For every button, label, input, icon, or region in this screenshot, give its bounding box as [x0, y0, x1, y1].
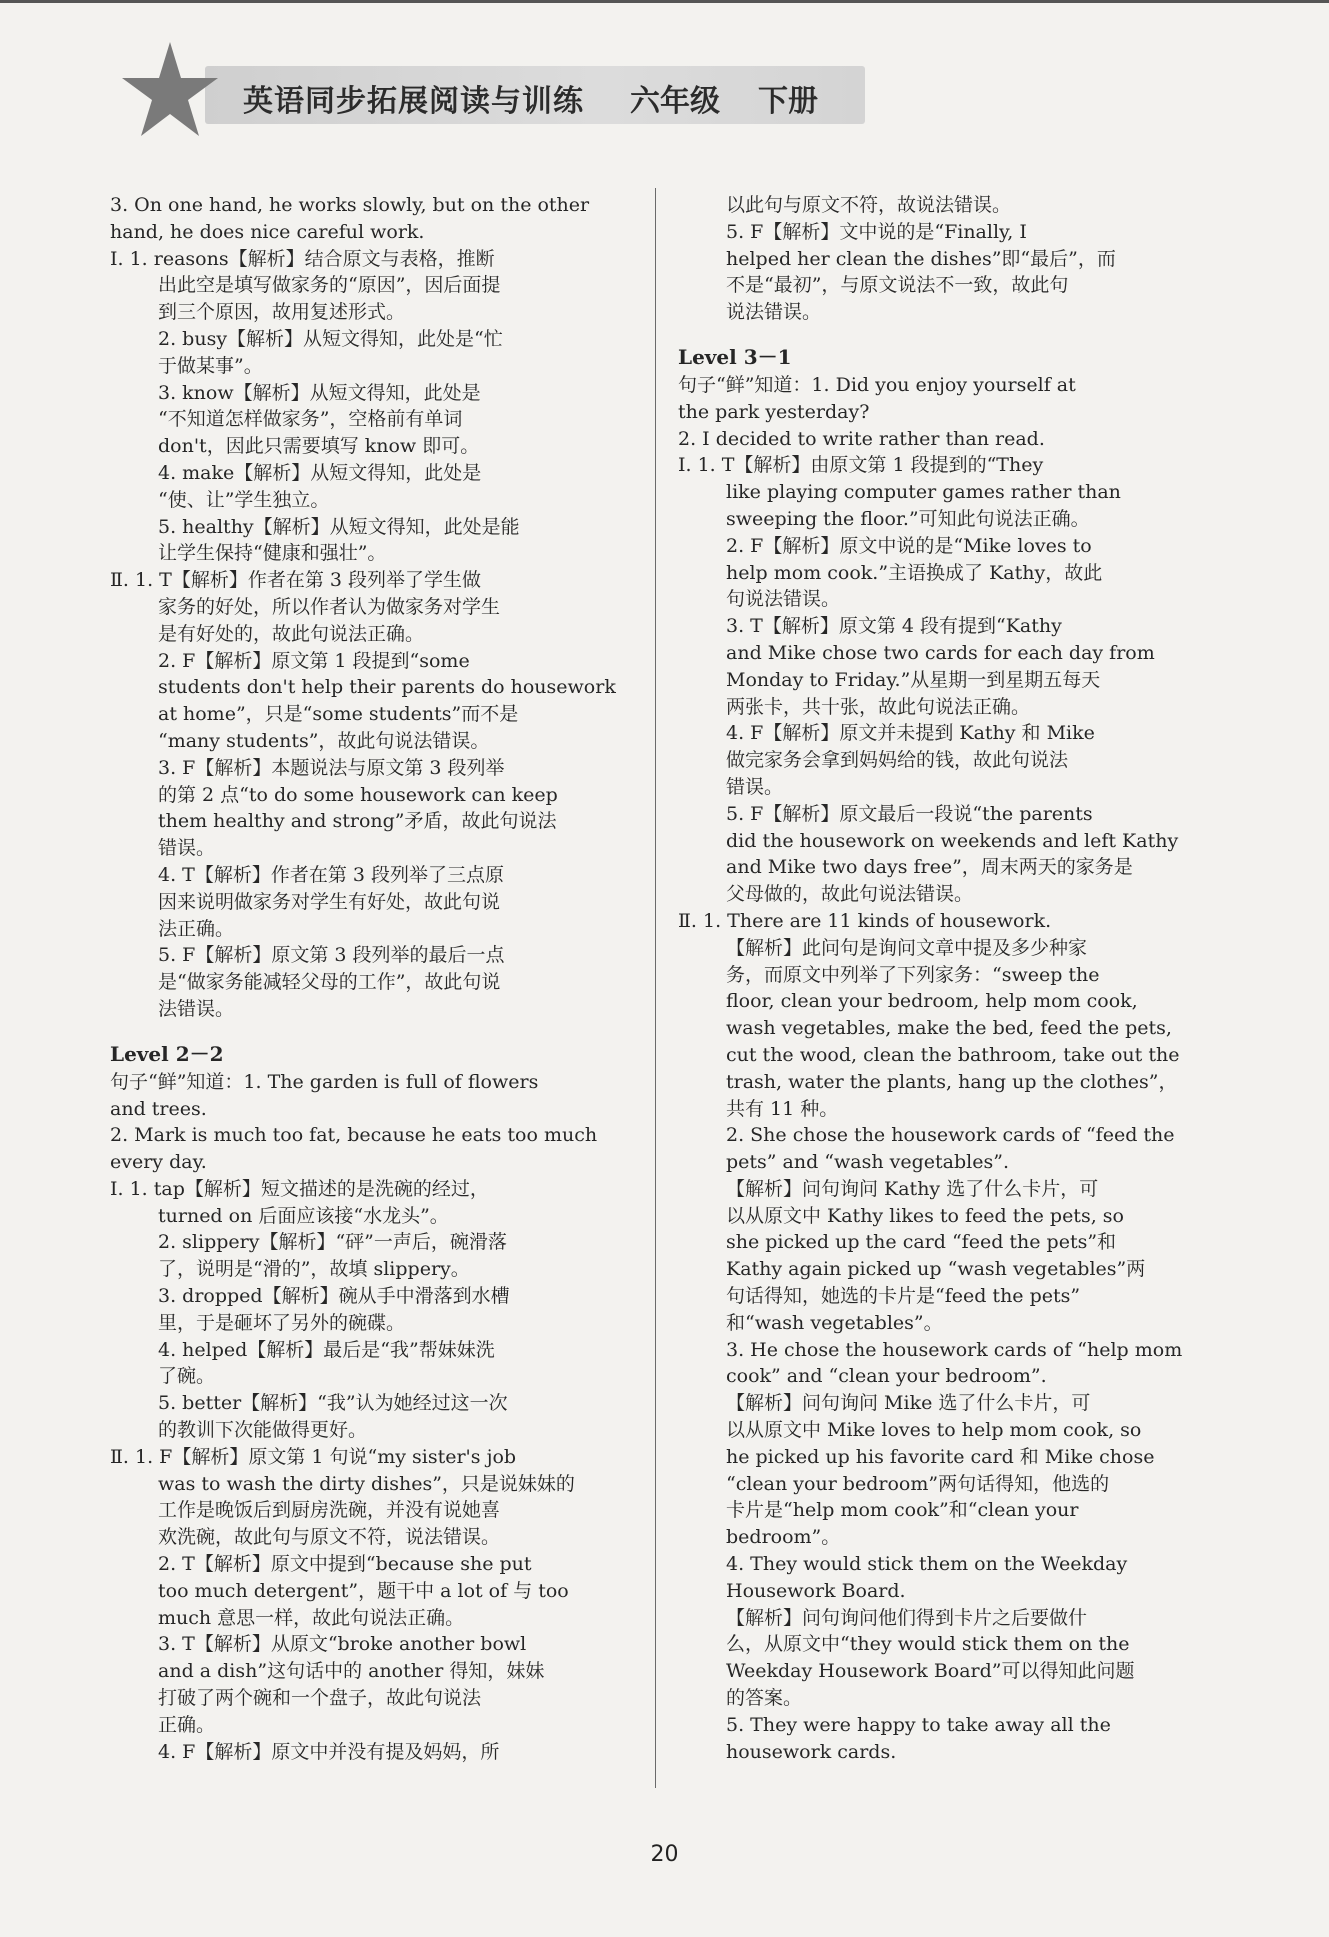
- text-line: 说法错误。: [726, 301, 822, 324]
- text-line: too much detergent”，题干中 a lot of 与 too: [158, 1579, 569, 1602]
- text-line: 让学生保持“健康和强壮”。: [158, 542, 387, 565]
- text-line: 卡片是“help mom cook”和“clean your: [726, 1499, 1079, 1522]
- text-line: 了碗。: [158, 1365, 216, 1388]
- text-line: she picked up the card “feed the pets”和: [726, 1231, 1117, 1254]
- text-line: 不是“最初”，与原文说法不一致，故此句: [726, 274, 1069, 297]
- book-title: 英语同步拓展阅读与训练: [243, 84, 584, 119]
- text-line: 2. busy【解析】从短文得知，此处是“忙: [158, 327, 503, 350]
- text-line: 于做某事”。: [158, 354, 263, 377]
- text-line: 的答案。: [726, 1687, 803, 1710]
- text-line: and trees.: [110, 1097, 207, 1120]
- text-line: and Mike two days free”，周末两天的家务是: [726, 856, 1133, 879]
- text-line: 5. healthy【解析】从短文得知，此处是能: [158, 515, 520, 538]
- text-line: 4. helped【解析】最后是“我”帮妹妹洗: [158, 1338, 495, 1361]
- text-line: 2. Mark is much too fat, because he eats too much: [110, 1124, 598, 1147]
- text-line: Ⅱ. 1. There are 11 kinds of housework.: [678, 909, 1052, 932]
- text-line: 欢洗碗，故此句与原文不符，说法错误。: [158, 1526, 501, 1549]
- text-line: 到三个原因，故用复述形式。: [158, 301, 406, 324]
- text-line: 的教训下次能做得更好。: [158, 1419, 368, 1442]
- text-line: 2. slippery【解析】“砰”一声后，碗滑落: [158, 1231, 507, 1254]
- text-line: Ⅰ. 1. T【解析】由原文第 1 段提到的“They: [678, 454, 1044, 477]
- text-line: 错误。: [158, 837, 216, 860]
- text-line: wash vegetables, make the bed, feed the pets,: [726, 1017, 1172, 1040]
- text-line: Ⅰ. 1. tap【解析】短文描述的是洗碗的经过，: [110, 1177, 489, 1200]
- text-line: the park yesterday?: [678, 400, 870, 423]
- text-line: sweeping the floor.”可知此句说法正确。: [726, 507, 1090, 530]
- text-line: don't，因此只需要填写 know 即可。: [158, 435, 480, 458]
- text-line: 4. F【解析】原文并未提到 Kathy 和 Mike: [726, 722, 1095, 745]
- column-divider: [655, 188, 656, 1788]
- text-line: every day.: [110, 1151, 207, 1174]
- text-line: was to wash the dirty dishes”，只是说妹妹的: [158, 1472, 575, 1495]
- right-column: [678, 192, 1198, 1765]
- text-line: Ⅰ. 1. reasons【解析】结合原文与表格，推断: [110, 247, 495, 270]
- text-line: 错误。: [726, 775, 784, 798]
- level-heading: Level 3－1: [678, 344, 792, 369]
- text-line: 工作是晚饭后到厨房洗碗，并没有说她喜: [158, 1499, 501, 1522]
- text-line: 做完家务会拿到妈妈给的钱，故此句说法: [726, 749, 1069, 772]
- text-line: 5. better【解析】“我”认为她经过这一次: [158, 1392, 508, 1415]
- text-line: “不知道怎样做家务”，空格前有单词: [158, 408, 463, 431]
- text-line: 的第 2 点“to do some housework can keep: [158, 783, 558, 806]
- text-line: Kathy again picked up “wash vegetables”两: [726, 1258, 1146, 1281]
- text-line: 和“wash vegetables”。: [726, 1311, 943, 1334]
- text-line: at home”，只是“some students”而不是: [158, 703, 519, 726]
- text-line: 是“做家务能减轻父母的工作”，故此句说: [158, 971, 501, 994]
- text-line: 以从原文中 Mike loves to help mom cook, so: [726, 1419, 1142, 1442]
- text-line: Ⅱ. 1. F【解析】原文第 1 句说“my sister's job: [110, 1445, 517, 1468]
- text-line: 3. dropped【解析】碗从手中滑落到水槽: [158, 1285, 510, 1308]
- text-line: 家务的好处，所以作者认为做家务对学生: [158, 595, 501, 618]
- text-line: 5. They were happy to take away all the: [726, 1713, 1111, 1736]
- text-line: 3. T【解析】原文第 4 段有提到“Kathy: [726, 615, 1062, 638]
- text-line: 4. make【解析】从短文得知，此处是: [158, 461, 482, 484]
- text-line: 么，从原文中“they would stick them on the: [726, 1633, 1130, 1656]
- text-line: 2. F【解析】原文第 1 段提到“some: [158, 649, 470, 672]
- page-header: [120, 40, 880, 140]
- text-line: helped her clean the dishes”即“最后”，而: [726, 247, 1116, 270]
- text-line: did the housework on weekends and left Kathy: [726, 829, 1179, 852]
- text-line: cut the wood, clean the bathroom, take out the: [726, 1043, 1180, 1066]
- text-line: Ⅱ. 1. T【解析】作者在第 3 段列举了学生做: [110, 569, 482, 592]
- text-line: 句话得知，她选的卡片是“feed the pets”: [726, 1285, 1081, 1308]
- grade-label: 六年级: [630, 84, 720, 119]
- text-line: 以此句与原文不符，故说法错误。: [726, 194, 1012, 216]
- text-line: 4. F【解析】原文中并没有提及妈妈，所: [158, 1740, 500, 1763]
- text-line: 句子“鲜”知道：1. The garden is full of flowers: [110, 1070, 539, 1093]
- text-line: cook” and “clean your bedroom”.: [726, 1365, 1047, 1388]
- text-line: them healthy and strong”矛盾，故此句说法: [158, 810, 557, 833]
- text-line: 以从原文中 Kathy likes to feed the pets, so: [726, 1204, 1124, 1227]
- text-line: and Mike chose two cards for each day from: [726, 641, 1155, 664]
- text-line: “many students”，故此句说法错误。: [158, 729, 490, 752]
- text-line: 因来说明做家务对学生有好处，故此句说: [158, 890, 501, 913]
- text-line: pets” and “wash vegetables”.: [726, 1151, 1009, 1174]
- left-column: [110, 192, 630, 1765]
- text-line: 2. T【解析】原文中提到“because she put: [158, 1553, 532, 1576]
- text-line: “使、让”学生独立。: [158, 488, 330, 511]
- level-heading: Level 2－2: [110, 1041, 224, 1066]
- text-line: 是有好处的，故此句说法正确。: [158, 622, 425, 645]
- text-line: 父母做的，故此句说法错误。: [726, 883, 974, 906]
- star-icon: [120, 40, 220, 140]
- text-line: much 意思一样，故此句说法正确。: [158, 1606, 465, 1629]
- text-line: 打破了两个碗和一个盘子，故此句说法: [158, 1687, 482, 1710]
- text-line: 【解析】问句询问 Mike 选了什么卡片，可: [726, 1392, 1091, 1415]
- text-line: bedroom”。: [726, 1526, 841, 1549]
- text-line: 共有 11 种。: [726, 1097, 839, 1120]
- text-line: 3. F【解析】本题说法与原文第 3 段列举: [158, 756, 505, 779]
- text-line: “clean your bedroom”两句话得知，他选的: [726, 1472, 1110, 1495]
- text-line: like playing computer games rather than: [726, 481, 1121, 504]
- text-line: 两张卡，共十张，故此句说法正确。: [726, 695, 1031, 718]
- text-line: 3. know【解析】从短文得知，此处是: [158, 381, 481, 404]
- text-line: 法错误。: [158, 997, 235, 1020]
- text-line: Housework Board.: [726, 1579, 906, 1602]
- text-line: 5. F【解析】原文第 3 段列举的最后一点: [158, 944, 505, 967]
- text-line: 里，于是砸坏了另外的碗碟。: [158, 1311, 406, 1334]
- text-line: 3. On one hand, he works slowly, but on the other: [110, 194, 590, 216]
- text-line: 务，而原文中列举了下列家务：“sweep the: [726, 963, 1100, 986]
- text-line: 【解析】问句询问他们得到卡片之后要做什: [726, 1606, 1088, 1629]
- text-line: 5. F【解析】文中说的是“Finally, I: [726, 220, 1027, 243]
- text-line: he picked up his favorite card 和 Mike chose: [726, 1445, 1155, 1468]
- text-line: 句子“鲜”知道：1. Did you enjoy yourself at: [678, 373, 1076, 396]
- text-line: 4. T【解析】作者在第 3 段列举了三点原: [158, 863, 505, 886]
- text-line: 【解析】此问句是询问文章中提及多少种家: [726, 936, 1088, 959]
- text-line: students don't help their parents do housework: [158, 676, 616, 699]
- text-line: housework cards.: [726, 1740, 897, 1763]
- text-line: Monday to Friday.”从星期一到星期五每天: [726, 668, 1101, 691]
- text-line: 2. She chose the housework cards of “feed the: [726, 1124, 1175, 1147]
- text-line: turned on 后面应该接“水龙头”。: [158, 1204, 449, 1227]
- text-line: 法正确。: [158, 917, 235, 940]
- text-line: 3. T【解析】从原文“broke another bowl: [158, 1633, 527, 1656]
- text-line: floor, clean your bedroom, help mom cook,: [726, 990, 1138, 1013]
- text-line: 4. They would stick them on the Weekday: [726, 1553, 1128, 1576]
- text-line: 正确。: [158, 1713, 216, 1736]
- text-line: 了，说明是“滑的”，故填 slippery。: [158, 1258, 470, 1281]
- text-line: help mom cook.”主语换成了 Kathy，故此: [726, 561, 1103, 584]
- text-line: and a dish”这句话中的 another 得知，妹妹: [158, 1660, 545, 1683]
- text-line: Weekday Housework Board”可以得知此问题: [726, 1660, 1135, 1683]
- text-line: hand, he does nice careful work.: [110, 220, 425, 243]
- volume-label: 下册: [758, 84, 818, 119]
- text-line: trash, water the plants, hang up the clothes”，: [726, 1070, 1178, 1093]
- text-line: 3. He chose the housework cards of “help mom: [726, 1338, 1183, 1361]
- text-line: 2. F【解析】原文中说的是“Mike loves to: [726, 534, 1092, 557]
- text-line: 5. F【解析】原文最后一段说“the parents: [726, 802, 1093, 825]
- page-number: 20: [650, 1842, 679, 1867]
- top-rule: [0, 0, 1329, 3]
- text-line: 句说法错误。: [726, 588, 841, 611]
- text-line: 2. I decided to write rather than read.: [678, 427, 1045, 450]
- text-line: 出此空是填写做家务的“原因”，因后面提: [158, 274, 501, 297]
- text-line: 【解析】问句询问 Kathy 选了什么卡片，可: [726, 1177, 1099, 1200]
